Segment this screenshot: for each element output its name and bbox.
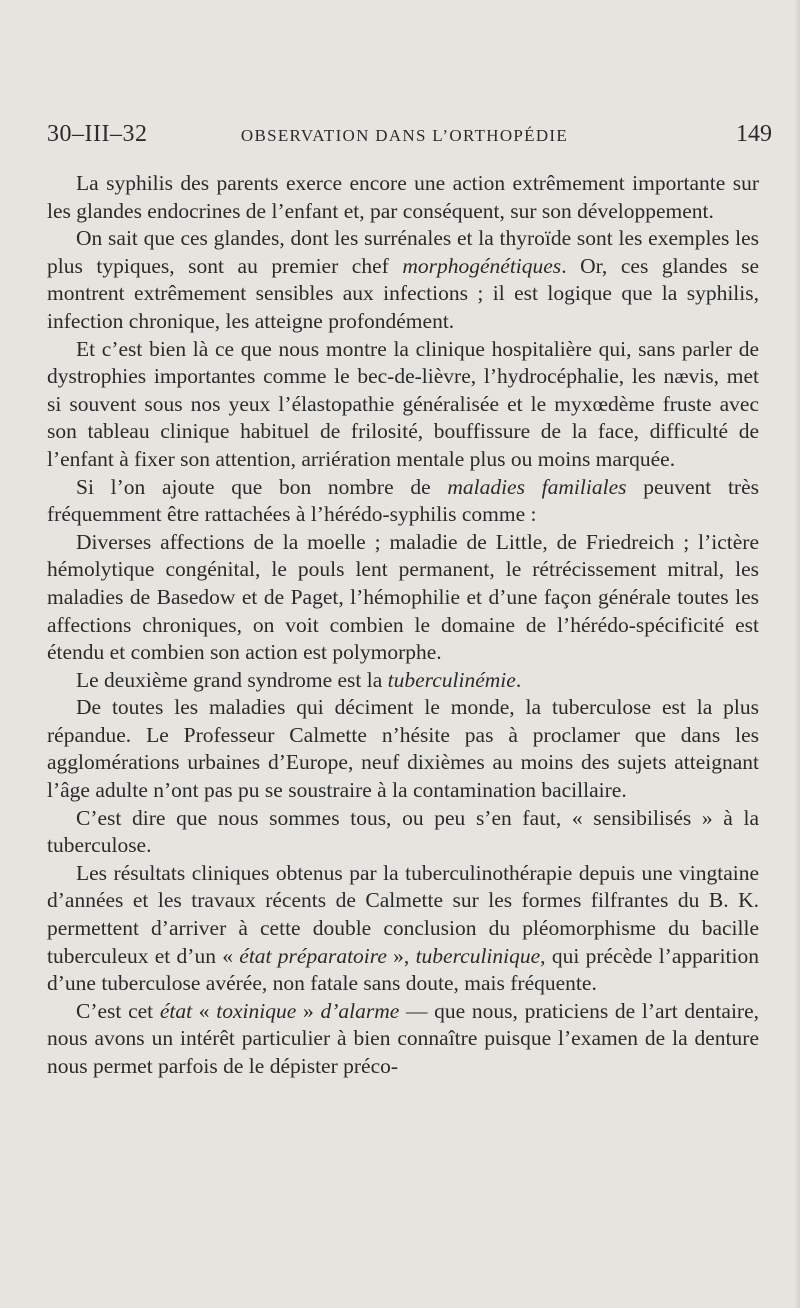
italic-text: maladies familiales (447, 474, 627, 499)
paragraph (47, 667, 759, 695)
italic-text: état (159, 998, 193, 1023)
paragraph (47, 805, 759, 860)
text-run: Et c’est bien là ce que nous montre la clinique hospitalière qui, sans parler de dystrophies importantes comme le bec-de-lièvre, l’hydrocéphalie, les nævis, met si souvent sous nos yeux l’élastopathie généralisée et le myxœdème fruste avec son tableau clinique habituel de frilosité, bouffissure de la face, difficulté de l’enfant à fixer son attention, arriération mentale plus ou moins marquée. (47, 336, 759, 471)
italic-text: tuberculinique (415, 943, 541, 968)
italic-text: tuberculinémie (387, 667, 516, 692)
body-text (47, 170, 759, 1081)
text-run: C’est dire que nous sommes tous, ou peu s’en faut, « sensibilisés » à la tuberculose. (47, 805, 759, 858)
text-run: La syphilis des parents exerce encore une action extrêmement importante sur les glandes endocrines de l’enfant et, par conséquent, sur son développement. (47, 171, 759, 223)
paragraph (47, 860, 759, 998)
paragraph (47, 694, 759, 804)
text-run: Diverses affections de la moelle ; maladie de Little, de Friedreich ; l’ictère hémolytique congénital, le pouls lent permanent, le rétrécissement mitral, les maladies de Basedow et de Paget, l’hémophilie et d’une façon générale toutes les affections chroniques, on voit combien le domaine de l’hérédo-spécificité est étendu et combien son action est polymorphe. (47, 529, 759, 665)
italic-text: d’alarme (320, 998, 400, 1023)
text-run: C’est cet (76, 998, 160, 1023)
text-run: , qui précède l’apparition d’une tuberculose avérée, non fatale sans doute, mais fréquente. (47, 943, 759, 996)
text-run: . (515, 667, 522, 692)
text-run: De toutes les maladies qui déciment le monde, la tuberculose est la plus répandue. Le Professeur Calmette n’hésite pas à proclamer que dans les agglomérations urbaines d’Europe, neuf dixièmes au moins des sujets atteignant l’âge adulte n’ont pas pu se soustraire à la contamination bacillaire. (47, 695, 759, 803)
paragraph (47, 529, 759, 667)
italic-text: toxinique (216, 998, 297, 1023)
paragraph (47, 170, 759, 225)
header-date: 30–III–32 (47, 121, 148, 147)
page-number: 149 (736, 121, 772, 147)
paragraph (47, 998, 759, 1081)
paragraph (47, 474, 759, 529)
text-run: Le deuxième grand syndrome est la (76, 667, 388, 692)
text-run: . Or, ces glandes se montrent extrêmement sensibles aux infections ; il est logique que la syphilis, infection chronique, les atteigne profondément. (47, 253, 759, 333)
text-run: Si l’on ajoute que bon nombre de (76, 474, 448, 499)
text-run: » (296, 998, 321, 1023)
paragraph (47, 225, 759, 335)
text-run: Les résultats cliniques obtenus par la tuberculinothérapie depuis une vingtaine d’années et les travaux récents de Calmette sur les formes filfrantes du B. K. permettent d’arriver à cette double conclusion du pléomorphisme du bacille tuberculeux et d’un « (47, 860, 759, 968)
running-head (47, 121, 772, 155)
italic-text: état préparatoire (239, 943, 387, 968)
text-run: — que nous, praticiens de l’art dentaire, nous avons un intérêt particulier à bien connaître puisque l’examen de la denture nous permet parfois de le dépister préco- (47, 998, 759, 1078)
paragraph (47, 336, 759, 474)
header-title: OBSERVATION DANS L’ORTHOPÉDIE (240, 126, 569, 145)
text-run: », (386, 943, 416, 968)
text-run: peuvent très fréquemment être rattachées à l’hérédo-syphilis comme : (47, 474, 760, 527)
text-run: « (192, 998, 217, 1023)
text-run: On sait que ces glandes, dont les surrénales et la thyroïde sont les exemples les plus typiques, sont au premier chef (47, 226, 759, 278)
italic-text: morphogénétiques (402, 253, 562, 278)
